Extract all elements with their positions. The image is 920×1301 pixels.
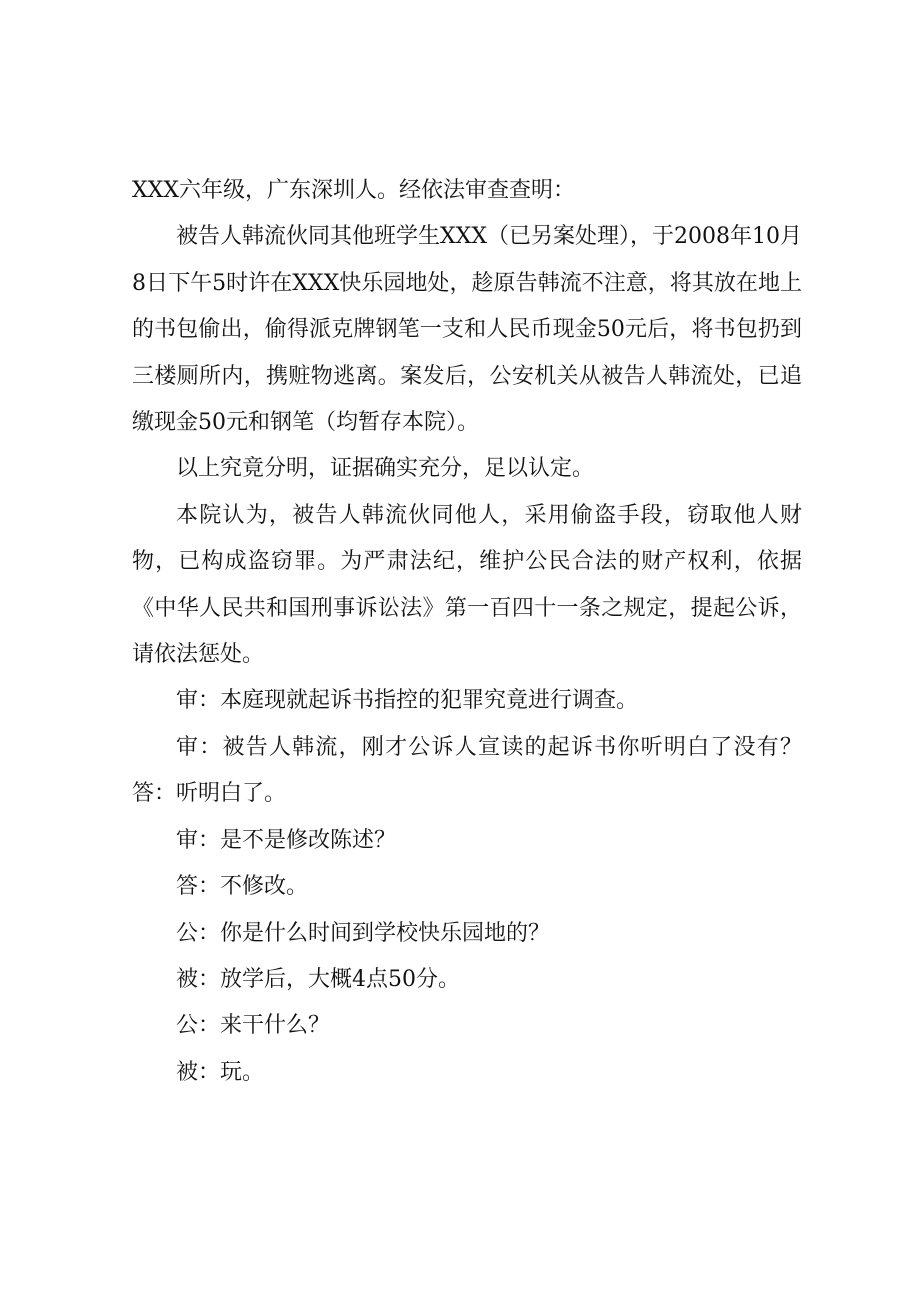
paragraph-3: 以上究竟分明，证据确实充分，足以认定。 — [176, 456, 595, 482]
paragraph-12: 被：玩。 — [176, 1059, 265, 1085]
paragraph-11: 公：来干什么？ — [176, 1013, 331, 1039]
paragraph-8: 答：不修改。 — [176, 874, 309, 900]
document-body — [132, 168, 802, 1096]
paragraph-2: 被告人韩流伙同其他班学生XXX（已另案处理），于2008年10月8日下午5时许在XXX快乐园地处，趁原告韩流不注意，将其放在地上的书包偷出，偷得派克牌钢笔一支和人民币现金50元后，将书包扔到三楼厕所内，携赃物逃离。案发后，公安机关从被告人韩流处，已追缴现金50元和钢笔（均暂存本院）。 — [132, 224, 802, 436]
paragraph-6: 审：被告人韩流，刚才公诉人宣读的起诉书你听明白了没有？答：听明白了。 — [132, 734, 802, 807]
paragraph-10: 被：放学后，大概4点50分。 — [176, 966, 460, 992]
paragraph-1: XXX六年级，广东深圳人。经依法审查查明： — [132, 178, 575, 203]
paragraph-5: 审：本庭现就起诉书指控的犯罪究竟进行调查。 — [176, 688, 639, 714]
paragraph-9: 公：你是什么时间到学校快乐园地的？ — [176, 920, 551, 946]
paragraph-4: 本院认为，被告人韩流伙同他人，采用偷盗手段，窃取他人财物，已构成盗窃罪。为严肃法纪，维护公民合法的财产权利，依据《中华人民共和国刑事诉讼法》第一百四十一条之规定，提起公诉，请依法惩处。 — [132, 502, 802, 668]
paragraph-7: 审：是不是修改陈述？ — [176, 827, 397, 853]
